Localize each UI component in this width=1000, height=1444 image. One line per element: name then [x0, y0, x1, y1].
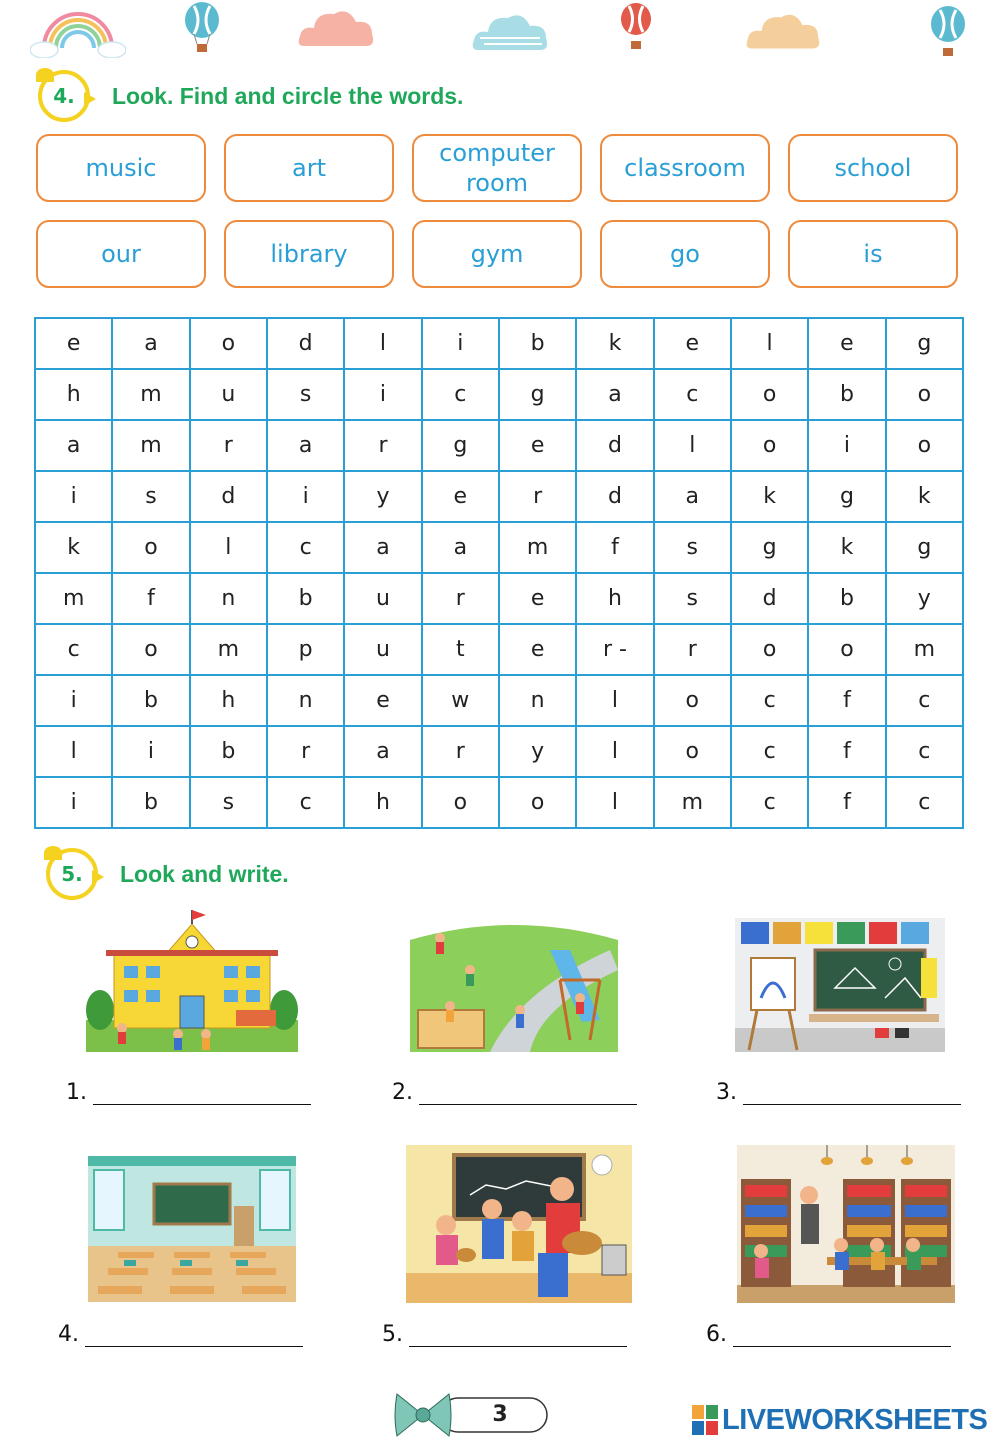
- grid-cell[interactable]: g: [886, 318, 963, 369]
- grid-cell[interactable]: o: [731, 420, 808, 471]
- grid-cell[interactable]: r: [422, 726, 499, 777]
- grid-cell[interactable]: b: [190, 726, 267, 777]
- word-box: library: [224, 220, 394, 288]
- section-4-header: [38, 70, 463, 122]
- grid-cell[interactable]: f: [808, 777, 885, 828]
- grid-cell[interactable]: i: [35, 777, 112, 828]
- grid-cell[interactable]: f: [576, 522, 653, 573]
- grid-cell[interactable]: n: [190, 573, 267, 624]
- answer-line-2[interactable]: [392, 1080, 637, 1105]
- grid-cell[interactable]: g: [499, 369, 576, 420]
- grid-cell[interactable]: c: [267, 522, 344, 573]
- grid-row: [35, 471, 963, 522]
- grid-cell[interactable]: m: [886, 624, 963, 675]
- grid-cell[interactable]: e: [499, 573, 576, 624]
- grid-row: [35, 522, 963, 573]
- grid-cell[interactable]: r: [499, 471, 576, 522]
- grid-cell[interactable]: e: [499, 420, 576, 471]
- grid-cell[interactable]: o: [499, 777, 576, 828]
- playground-image: [410, 910, 618, 1052]
- word-box: classroom: [600, 134, 770, 202]
- word-box: art: [224, 134, 394, 202]
- hot-air-balloon-icon: [182, 2, 222, 56]
- beige-cloud-icon: [744, 8, 822, 52]
- grid-cell[interactable]: k: [35, 522, 112, 573]
- pink-cloud-icon: [296, 6, 376, 48]
- grid-cell[interactable]: d: [267, 318, 344, 369]
- answer-label: 5.: [382, 1322, 403, 1347]
- library-image: [737, 1145, 955, 1303]
- grid-cell[interactable]: m: [190, 624, 267, 675]
- grid-cell[interactable]: r: [190, 420, 267, 471]
- grid-cell[interactable]: o: [886, 420, 963, 471]
- grid-cell[interactable]: o: [112, 624, 189, 675]
- grid-cell[interactable]: r: [344, 420, 421, 471]
- grid-cell[interactable]: e: [654, 318, 731, 369]
- grid-cell[interactable]: e: [499, 624, 576, 675]
- grid-cell[interactable]: l: [576, 675, 653, 726]
- grid-cell[interactable]: i: [808, 420, 885, 471]
- grid-row: [35, 369, 963, 420]
- classroom-image: [88, 1156, 296, 1302]
- answer-line-5[interactable]: [382, 1322, 627, 1347]
- grid-cell[interactable]: a: [344, 522, 421, 573]
- grid-cell[interactable]: s: [654, 573, 731, 624]
- grid-cell[interactable]: d: [731, 573, 808, 624]
- grid-cell[interactable]: c: [731, 675, 808, 726]
- grid-cell[interactable]: c: [267, 777, 344, 828]
- word-box: go: [600, 220, 770, 288]
- word-box: school: [788, 134, 958, 202]
- grid-cell[interactable]: k: [886, 471, 963, 522]
- answer-line-3[interactable]: [716, 1080, 961, 1105]
- word-box: our: [36, 220, 206, 288]
- grid-cell[interactable]: f: [808, 726, 885, 777]
- grid-cell[interactable]: a: [35, 420, 112, 471]
- grid-cell[interactable]: c: [886, 675, 963, 726]
- red-hot-air-balloon-icon: [618, 2, 654, 52]
- grid-cell[interactable]: i: [344, 369, 421, 420]
- grid-cell[interactable]: f: [112, 573, 189, 624]
- section-4-number: 4.: [38, 70, 90, 122]
- grid-cell[interactable]: k: [576, 318, 653, 369]
- grid-cell[interactable]: l: [35, 726, 112, 777]
- grid-cell[interactable]: d: [576, 420, 653, 471]
- grid-cell[interactable]: m: [112, 420, 189, 471]
- grid-cell[interactable]: l: [344, 318, 421, 369]
- word-box: computer room: [412, 134, 582, 202]
- grid-cell[interactable]: c: [654, 369, 731, 420]
- grid-cell[interactable]: y: [344, 471, 421, 522]
- grid-cell[interactable]: o: [422, 777, 499, 828]
- grid-cell[interactable]: s: [267, 369, 344, 420]
- grid-cell[interactable]: k: [808, 522, 885, 573]
- grid-cell[interactable]: s: [112, 471, 189, 522]
- blue-cloud-icon: [470, 10, 550, 52]
- grid-cell[interactable]: n: [267, 675, 344, 726]
- grid-cell[interactable]: u: [344, 573, 421, 624]
- answer-line-6[interactable]: [706, 1322, 951, 1347]
- answer-label: 4.: [58, 1322, 79, 1347]
- grid-cell[interactable]: o: [190, 318, 267, 369]
- grid-cell[interactable]: t: [422, 624, 499, 675]
- grid-cell[interactable]: i: [35, 675, 112, 726]
- grid-cell[interactable]: p: [267, 624, 344, 675]
- grid-row: [35, 318, 963, 369]
- grid-cell[interactable]: h: [35, 369, 112, 420]
- answer-label: 1.: [66, 1080, 87, 1105]
- grid-cell[interactable]: l: [731, 318, 808, 369]
- grid-cell[interactable]: m: [35, 573, 112, 624]
- grid-cell[interactable]: a: [344, 726, 421, 777]
- grid-cell[interactable]: m: [112, 369, 189, 420]
- grid-row: [35, 777, 963, 828]
- section-5-header: [46, 848, 289, 900]
- answer-line-1[interactable]: [66, 1080, 311, 1105]
- grid-cell[interactable]: b: [112, 777, 189, 828]
- grid-cell[interactable]: c: [731, 777, 808, 828]
- section-5-number: 5.: [46, 848, 98, 900]
- grid-cell[interactable]: l: [576, 777, 653, 828]
- answer-label: 2.: [392, 1080, 413, 1105]
- grid-cell[interactable]: d: [576, 471, 653, 522]
- grid-cell[interactable]: d: [190, 471, 267, 522]
- grid-cell[interactable]: b: [808, 369, 885, 420]
- school-building-image: [86, 910, 298, 1052]
- answer-label: 6.: [706, 1322, 727, 1347]
- grid-cell[interactable]: c: [35, 624, 112, 675]
- grid-cell[interactable]: y: [886, 573, 963, 624]
- grid-cell[interactable]: e: [422, 471, 499, 522]
- grid-cell[interactable]: c: [886, 726, 963, 777]
- section-4-title: Look. Find and circle the words.: [112, 82, 464, 109]
- grid-cell[interactable]: b: [112, 675, 189, 726]
- grid-cell[interactable]: e: [35, 318, 112, 369]
- grid-row: [35, 675, 963, 726]
- hot-air-balloon-icon-2: [928, 6, 968, 60]
- grid-cell[interactable]: b: [267, 573, 344, 624]
- grid-cell[interactable]: a: [654, 471, 731, 522]
- word-bank: [36, 134, 958, 288]
- grid-cell[interactable]: n: [499, 675, 576, 726]
- grid-cell[interactable]: a: [112, 318, 189, 369]
- grid-cell[interactable]: g: [808, 471, 885, 522]
- word-box: gym: [412, 220, 582, 288]
- grid-cell[interactable]: r: [267, 726, 344, 777]
- answer-line-4[interactable]: [58, 1322, 303, 1347]
- grid-cell[interactable]: m: [499, 522, 576, 573]
- grid-cell[interactable]: h: [576, 573, 653, 624]
- section-5-title: Look and write.: [120, 860, 289, 887]
- grid-cell[interactable]: g: [731, 522, 808, 573]
- grid-cell[interactable]: e: [344, 675, 421, 726]
- music-room-image: [406, 1145, 632, 1303]
- grid-cell[interactable]: u: [190, 369, 267, 420]
- page-number: 3: [492, 1401, 508, 1427]
- grid-cell[interactable]: i: [422, 318, 499, 369]
- grid-cell[interactable]: s: [654, 522, 731, 573]
- liveworksheets-logo: [692, 1400, 987, 1440]
- grid-cell[interactable]: i: [112, 726, 189, 777]
- grid-cell[interactable]: c: [731, 726, 808, 777]
- grid-cell[interactable]: r -: [576, 624, 653, 675]
- grid-cell[interactable]: o: [112, 522, 189, 573]
- grid-row: [35, 573, 963, 624]
- word-search-grid: [34, 317, 964, 829]
- grid-cell[interactable]: f: [808, 675, 885, 726]
- grid-cell[interactable]: a: [576, 369, 653, 420]
- grid-cell[interactable]: o: [886, 369, 963, 420]
- grid-cell[interactable]: o: [654, 726, 731, 777]
- word-box: music: [36, 134, 206, 202]
- grid-cell[interactable]: c: [886, 777, 963, 828]
- grid-cell[interactable]: l: [190, 522, 267, 573]
- grid-cell[interactable]: g: [422, 420, 499, 471]
- answer-label: 3.: [716, 1080, 737, 1105]
- grid-row: [35, 624, 963, 675]
- grid-cell[interactable]: a: [267, 420, 344, 471]
- art-room-image: [735, 918, 945, 1052]
- grid-cell[interactable]: o: [731, 624, 808, 675]
- grid-cell[interactable]: g: [886, 522, 963, 573]
- grid-cell[interactable]: w: [422, 675, 499, 726]
- brand-name: LIVEWORKSHEETS: [722, 1403, 988, 1436]
- grid-row: [35, 726, 963, 777]
- grid-cell[interactable]: b: [499, 318, 576, 369]
- grid-cell[interactable]: o: [654, 675, 731, 726]
- grid-cell[interactable]: r: [654, 624, 731, 675]
- grid-cell[interactable]: l: [576, 726, 653, 777]
- grid-cell[interactable]: b: [808, 573, 885, 624]
- grid-cell[interactable]: h: [344, 777, 421, 828]
- grid-cell[interactable]: o: [808, 624, 885, 675]
- grid-cell[interactable]: y: [499, 726, 576, 777]
- grid-row: [35, 420, 963, 471]
- grid-cell[interactable]: c: [422, 369, 499, 420]
- rainbow-cloud-icon: [30, 8, 126, 58]
- grid-cell[interactable]: a: [422, 522, 499, 573]
- grid-cell[interactable]: k: [731, 471, 808, 522]
- grid-cell[interactable]: e: [808, 318, 885, 369]
- grid-cell[interactable]: o: [731, 369, 808, 420]
- grid-cell[interactable]: h: [190, 675, 267, 726]
- grid-cell[interactable]: u: [344, 624, 421, 675]
- grid-cell[interactable]: i: [35, 471, 112, 522]
- grid-cell[interactable]: l: [654, 420, 731, 471]
- grid-cell[interactable]: i: [267, 471, 344, 522]
- liveworksheets-logo-icon: [692, 1405, 718, 1435]
- word-box: is: [788, 220, 958, 288]
- grid-cell[interactable]: m: [654, 777, 731, 828]
- grid-cell[interactable]: r: [422, 573, 499, 624]
- grid-cell[interactable]: s: [190, 777, 267, 828]
